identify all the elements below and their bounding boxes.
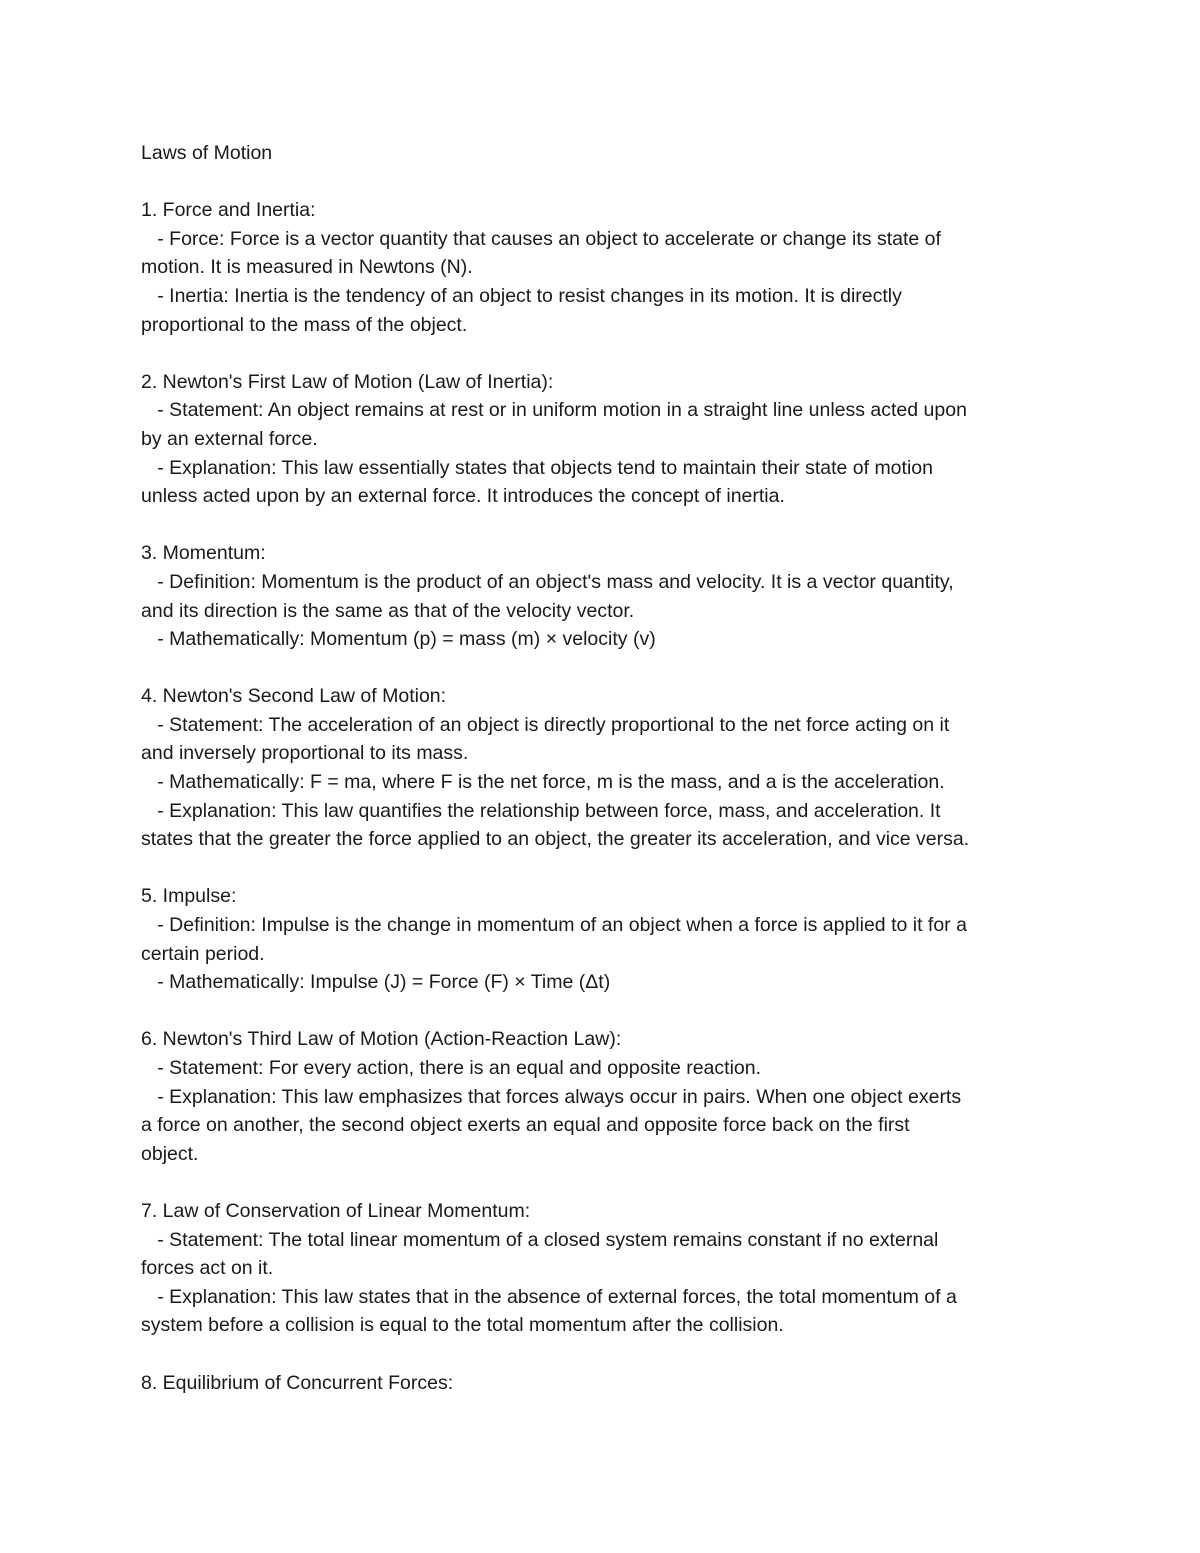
blank-line [141,997,1071,1026]
section-third-law [141,1025,1071,1168]
section-line: - Explanation: This law quantifies the relationship between force, mass, and acceleration. It [141,799,941,822]
section-line: object. [141,1142,199,1165]
section-line: forces act on it. [141,1257,274,1280]
blank-line [141,339,1071,368]
section-line: - Statement: The acceleration of an object is directly proportional to the net force acting on it [141,713,950,736]
blank-line [141,511,1071,540]
section-line: system before a collision is equal to the total momentum after the collision. [141,1314,784,1337]
section-momentum [141,539,1071,653]
document-title: Laws of Motion [141,142,273,164]
section-heading: 4. Newton's Second Law of Motion: [141,685,447,708]
section-line: proportional to the mass of the object. [141,313,468,336]
section-line: - Mathematically: Momentum (p) = mass (m) × velocity (v) [141,628,656,651]
blank-line [141,1168,1071,1197]
blank-line [141,654,1071,683]
section-first-law [141,368,1071,511]
section-line: - Mathematically: F = ma, where F is the net force, m is the mass, and a is the acceleration. [141,771,945,794]
section-line: a force on another, the second object exerts an equal and opposite force back on the first [141,1114,910,1137]
section-line: states that the greater the force applied to an object, the greater its acceleration, and vice versa. [141,828,970,851]
blank-line [141,1340,1071,1369]
section-line: - Force: Force is a vector quantity that causes an object to accelerate or change its state of [141,227,941,250]
section-line: motion. It is measured in Newtons (N). [141,256,473,279]
blank-line [141,854,1071,883]
section-heading: 2. Newton's First Law of Motion (Law of Inertia): [141,370,554,393]
section-line: - Explanation: This law essentially states that objects tend to maintain their state of motion [141,456,933,479]
section-second-law [141,682,1071,854]
document-body [141,139,1071,1397]
section-heading: 8. Equilibrium of Concurrent Forces: [141,1371,454,1394]
section-line: - Explanation: This law states that in the absence of external forces, the total momentum of a [141,1285,957,1308]
section-conservation-of-momentum [141,1197,1071,1340]
section-equilibrium [141,1369,1071,1398]
section-line: - Explanation: This law emphasizes that forces always occur in pairs. When one object exerts [141,1085,962,1108]
section-heading: 5. Impulse: [141,885,237,908]
section-line: - Definition: Impulse is the change in momentum of an object when a force is applied to it for a [141,914,967,937]
section-line: and its direction is the same as that of the velocity vector. [141,599,635,622]
section-line: - Statement: For every action, there is an equal and opposite reaction. [141,1057,762,1079]
section-heading: 1. Force and Inertia: [141,199,316,222]
section-heading: 3. Momentum: [141,542,266,565]
section-line: certain period. [141,942,265,965]
section-impulse [141,882,1071,996]
section-heading: 6. Newton's Third Law of Motion (Action-Reaction Law): [141,1028,622,1051]
section-heading: 7. Law of Conservation of Linear Momentum: [141,1199,531,1222]
section-line: - Statement: An object remains at rest or in uniform motion in a straight line unless acted upon [141,399,967,422]
section-line: and inversely proportional to its mass. [141,742,469,765]
blank-line [141,168,1071,197]
section-line: - Inertia: Inertia is the tendency of an object to resist changes in its motion. It is directly [141,284,902,307]
section-force-and-inertia [141,196,1071,339]
section-line: - Definition: Momentum is the product of an object's mass and velocity. It is a vector quantity, [141,570,954,593]
section-line: by an external force. [141,427,318,450]
section-line: - Statement: The total linear momentum of a closed system remains constant if no external [141,1228,939,1251]
section-line: - Mathematically: Impulse (J) = Force (F) × Time (Δt) [141,971,611,994]
section-line: unless acted upon by an external force. It introduces the concept of inertia. [141,485,785,508]
